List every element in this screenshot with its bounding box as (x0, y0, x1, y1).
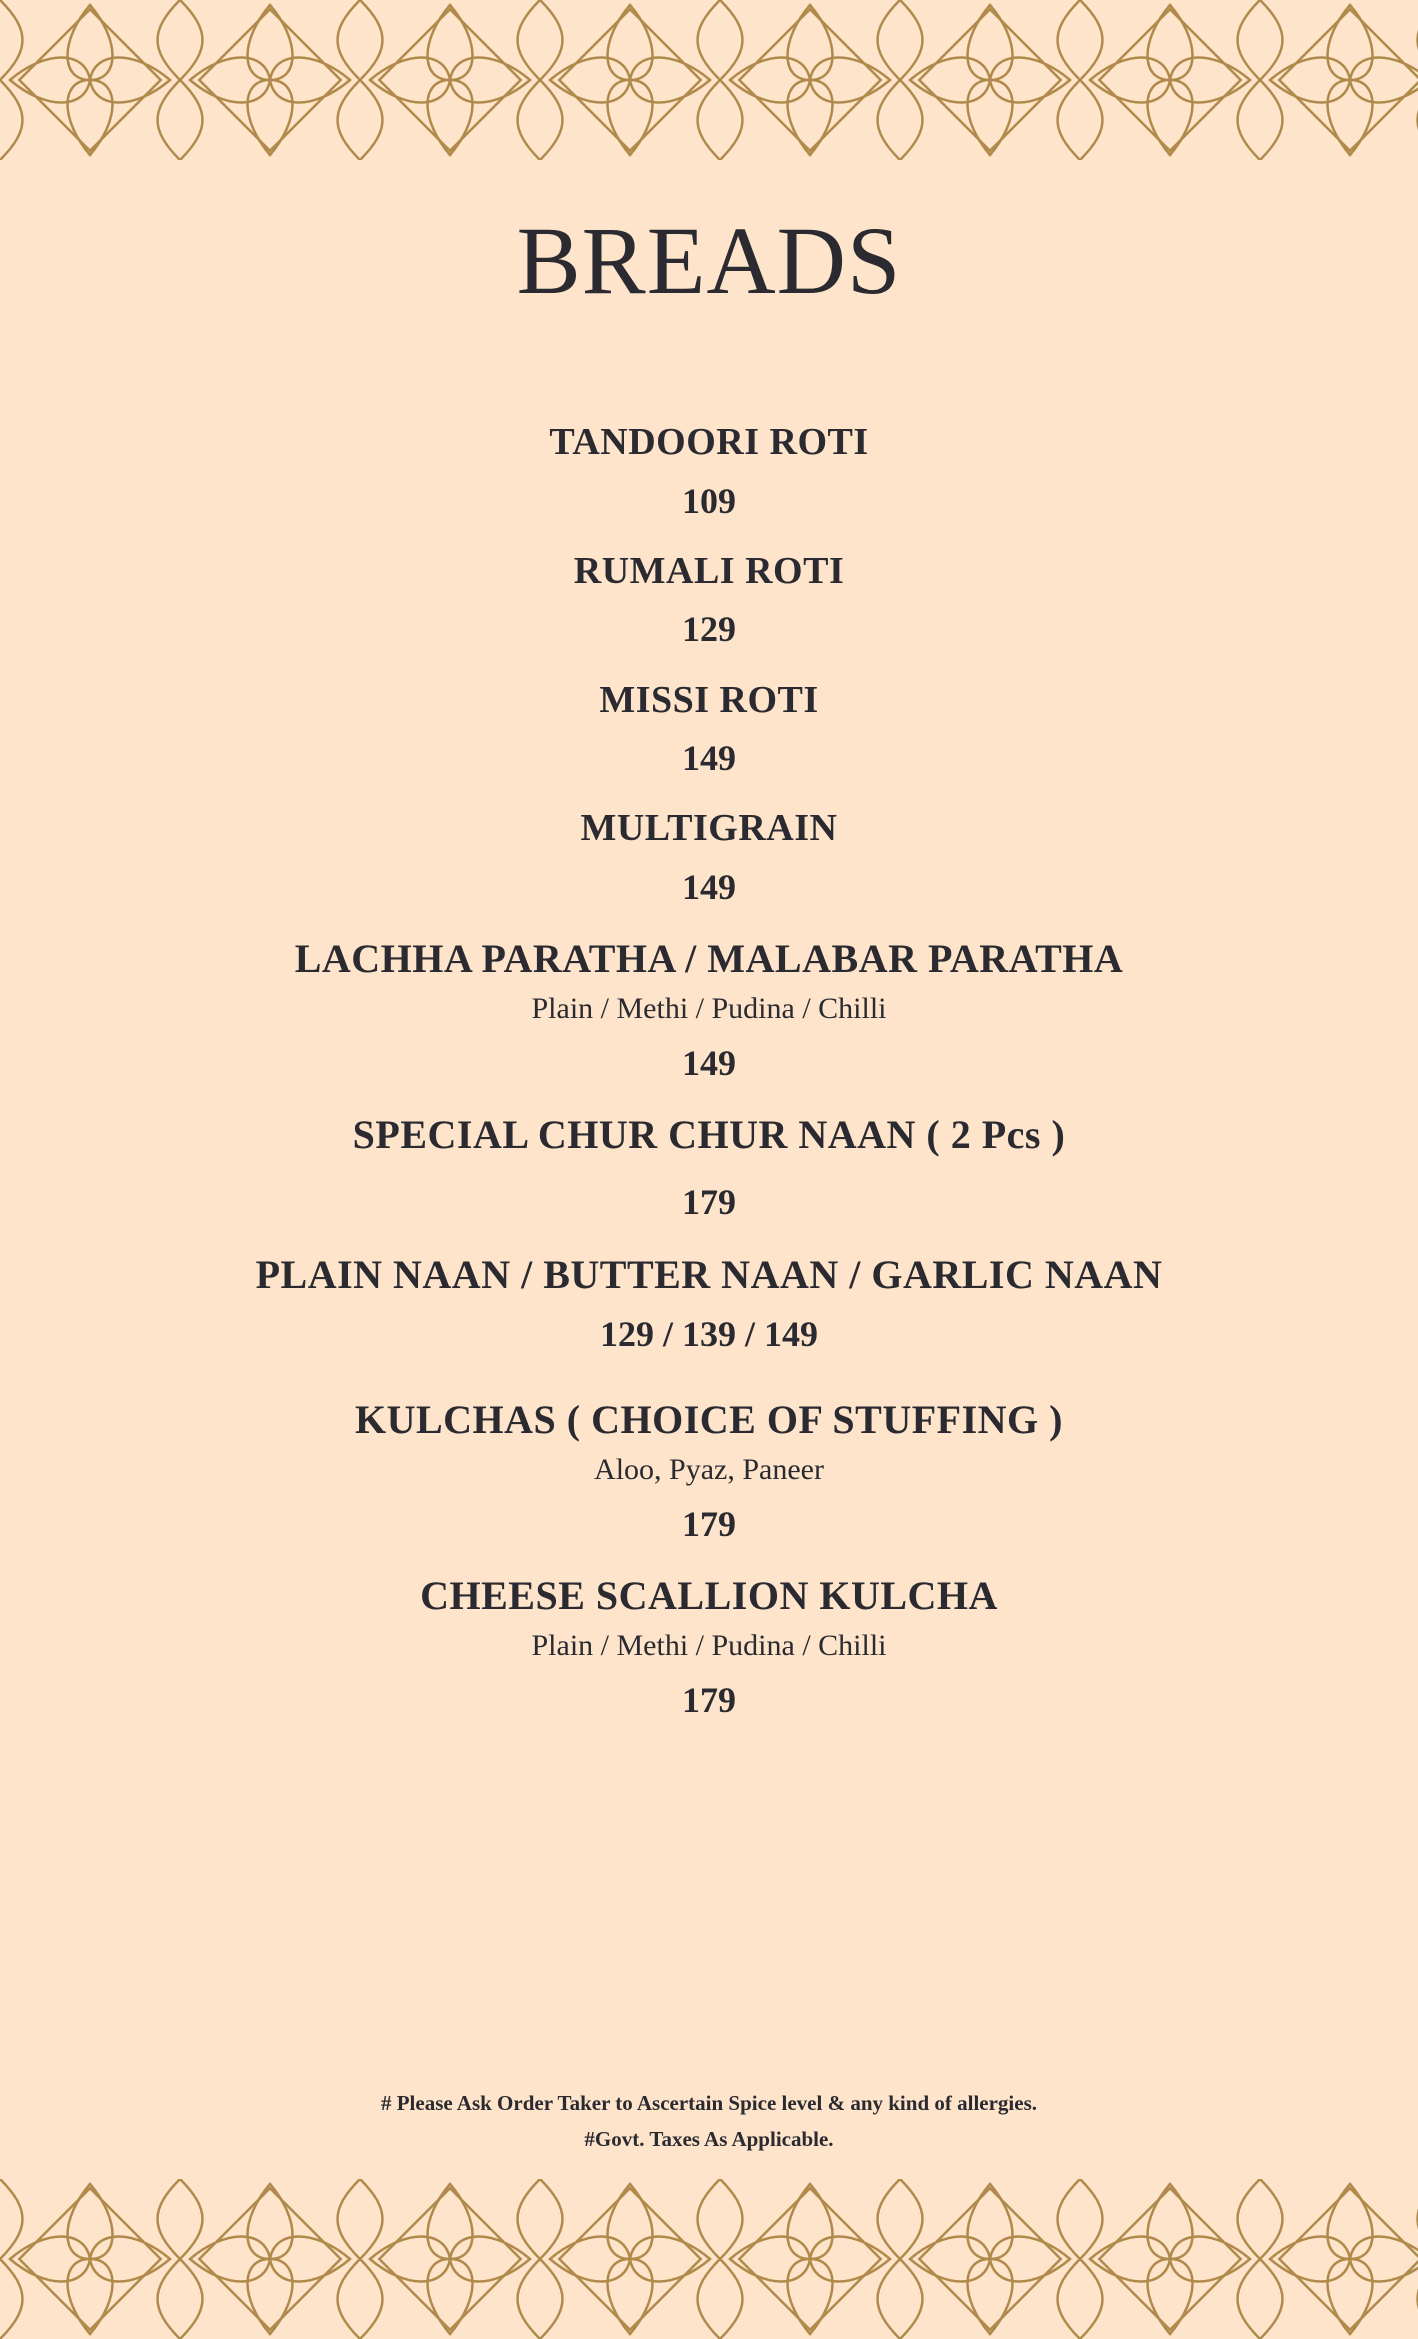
item-name: RUMALI ROTI (573, 549, 845, 592)
item-price: 179 (682, 1182, 736, 1223)
item-price: 129 / 139 / 149 (599, 1313, 818, 1354)
item-name: PLAIN NAAN / BUTTER NAAN / GARLIC NAAN (255, 1251, 1163, 1297)
bottom-decorative-border (0, 2179, 1418, 2339)
item-name: KULCHAS ( CHOICE OF STUFFING ) (354, 1396, 1063, 1442)
menu-item (0, 806, 1418, 909)
menu-item (0, 549, 1418, 652)
tax-note: #Govt. Taxes As Applicable. (584, 2127, 834, 2151)
menu-item (0, 1396, 1418, 1546)
item-price: 149 (682, 1043, 736, 1084)
top-decorative-border (0, 0, 1418, 160)
menu-item (0, 935, 1418, 1085)
item-price: 149 (682, 738, 736, 779)
item-description: Plain / Methi / Pudina / Chilli (531, 1628, 887, 1662)
item-name: TANDOORI ROTI (549, 421, 869, 463)
allergy-note: # Please Ask Order Taker to Ascertain Spice level & any kind of allergies. (380, 2091, 1038, 2115)
menu-item (0, 678, 1418, 781)
page-title: BREADS (516, 207, 902, 314)
item-name: MISSI ROTI (599, 678, 819, 721)
menu-list (0, 420, 1418, 1748)
item-price: 129 (682, 609, 736, 650)
item-price: 149 (682, 866, 736, 907)
menu-item (0, 1251, 1418, 1356)
item-name: LACHHA PARATHA / MALABAR PARATHA (294, 936, 1124, 982)
menu-item (0, 420, 1418, 523)
item-description: Plain / Methi / Pudina / Chilli (531, 992, 887, 1026)
item-price: 179 (682, 1503, 736, 1544)
item-description: Aloo, Pyaz, Paneer (594, 1452, 824, 1486)
item-price: 179 (682, 1679, 736, 1720)
item-name: SPECIAL CHUR CHUR NAAN ( 2 Pcs ) (352, 1112, 1066, 1158)
item-price: 109 (682, 480, 736, 521)
item-name: MULTIGRAIN (580, 807, 838, 850)
menu-item (0, 1572, 1418, 1722)
footer-notes (0, 2085, 1418, 2157)
menu-item (0, 1111, 1418, 1224)
item-name: CHEESE SCALLION KULCHA (420, 1572, 998, 1618)
